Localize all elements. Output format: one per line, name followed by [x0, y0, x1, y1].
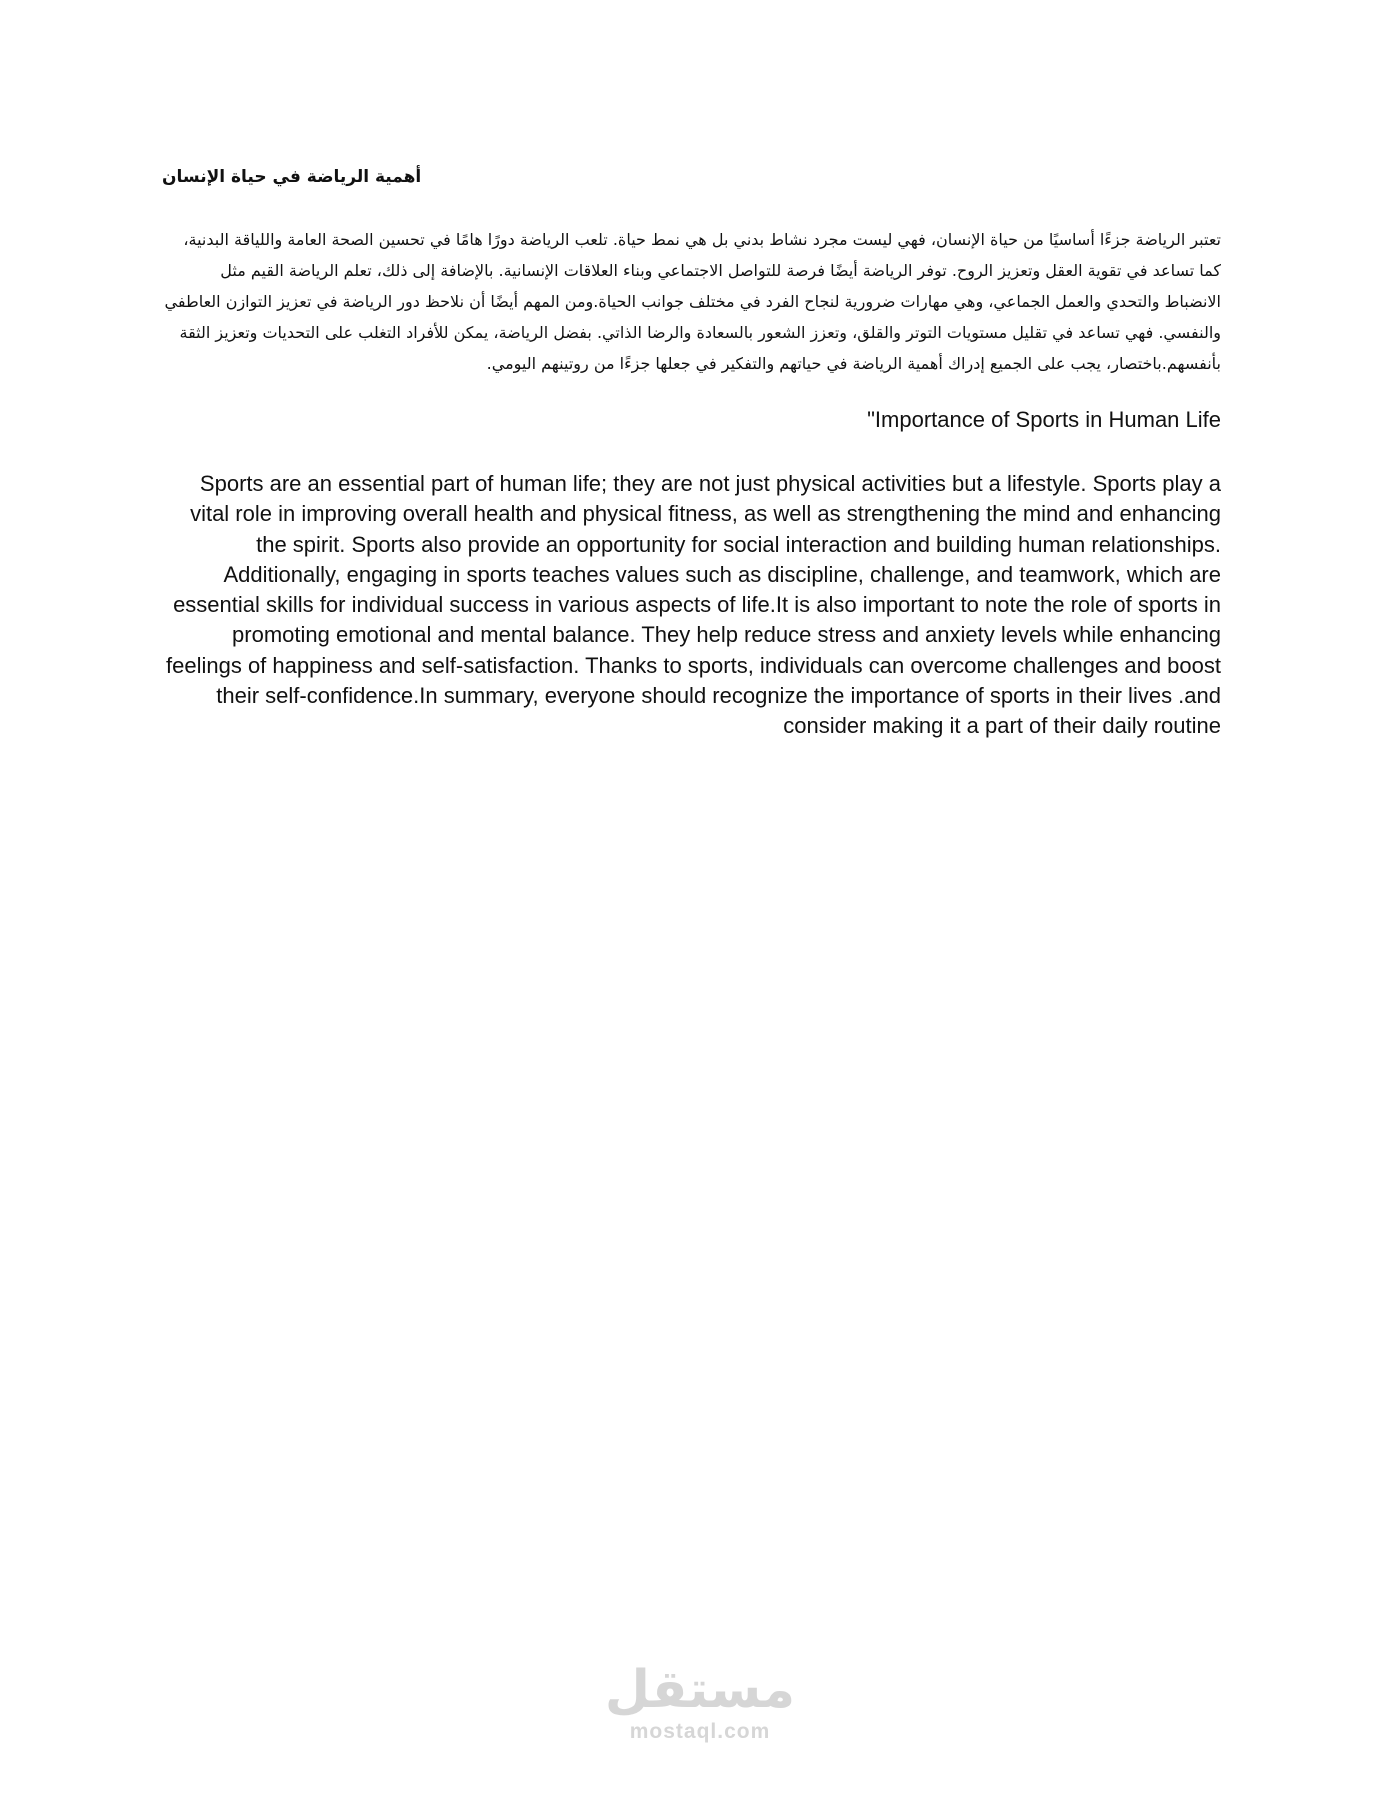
arabic-paragraph: تعتبر الرياضة جزءًا أساسيًا من حياة الإنسان، فهي ليست مجرد نشاط بدني بل هي نمط حياة. تلعب الرياضة دورًا هامًا في تحسين الصحة العامة واللياقة البدنية، كما تساعد في تقوية العقل وتعزيز الروح. توفر الرياضة أيضًا فرصة للتواصل الاجتماعي وبناء العلاقات الإنسانية. بالإضافة إلى ذلك، تعلم الرياضة القيم مثل الانضباط والتحدي والعمل الجماعي، وهي مهارات ضرورية لنجاح الفرد في مختلف جوانب الحياة.ومن المهم أيضًا أن نلاحظ دور الرياضة في تعزيز التوازن العاطفي والنفسي. فهي تساعد في تقليل مستويات التوتر والقلق، وتعزز الشعور بالسعادة والرضا الذاتي. بفضل الرياضة، يمكن للأفراد التغلب على التحديات وتعزيز الثقة بأنفسهم.باختصار، يجب على الجميع إدراك أهمية الرياضة في حياتهم والتفكير في جعلها جزءًا من روتينهم اليومي.	[164, 230, 1221, 373]
mostaql-watermark	[580, 1660, 820, 1744]
watermark-logo-text: مستقل	[604, 1660, 796, 1720]
english-title: "Importance of Sports in Human Life	[867, 407, 1221, 432]
arabic-title: أهمية الرياضة في حياة الإنسان	[162, 167, 422, 187]
watermark-domain: mostaql.com	[629, 1720, 771, 1743]
english-paragraph: Sports are an essential part of human life; they are not just physical activities but a lifestyle. Sports play a vital role in improving overall health and physical fitness, as well as strengthening the mind and enhancing the spirit. Sports also provide an opportunity for social interaction and building human relationships. Additionally, engaging in sports teaches values such as discipline, challenge, and teamwork, which are essential skills for individual success in various aspects of life.It is also important to note the role of sports in promoting emotional and mental balance. They help reduce stress and anxiety levels while enhancing feelings of happiness and self-satisfaction. Thanks to sports, individuals can overcome challenges and boost their self-confidence.In summary, everyone should recognize the importance of sports in their lives .and consider making it a part of their daily routine	[166, 471, 1221, 739]
